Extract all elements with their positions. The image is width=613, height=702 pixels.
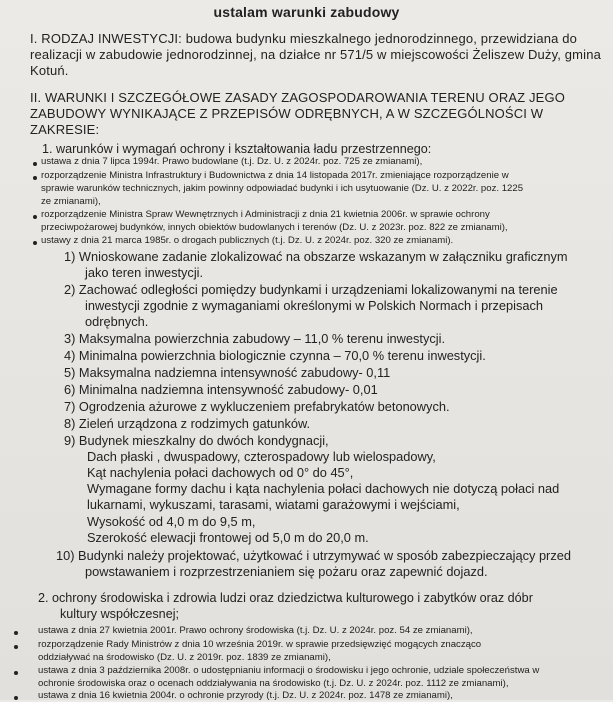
item-10-cont: powstawaniem i rozprzestrzenianiem się pożaru oraz zapewnić dojazd. (85, 564, 488, 579)
section2-line-3: ZAKRESIE: (30, 122, 100, 137)
section2-line-1: II. WARUNKI I SZCZEGÓŁOWE ZASADY ZAGOSPODAROWANIA TERENU ORAZ JEGO (30, 90, 566, 105)
item-9-cont: Dach płaski , dwuspadowy, czterospadowy lub wielospadowy, (87, 449, 436, 464)
legal-line: rozporządzenie Ministra Spraw Wewnętrznych i Administracji z dnia 21 kwietnia 2006r. w sprawie ochrony (41, 209, 490, 220)
legal-line: ochronie środowiska oraz o ocenach oddziaływania na środowisko (t.j. Dz. U. z 2024r. poz. 1112 ze zmianami), (38, 678, 509, 689)
bullet-dot (33, 176, 37, 180)
legal-line: oddziaływać na środowisko (Dz. U. z 2019r. poz. 1839 ze zmianami), (38, 652, 331, 663)
legal-line: ustawa z dnia 27 kwietnia 2001r. Prawo ochrony środowiska (t.j. Dz. U. z 2024r. poz. 54 ze zmianami), (38, 625, 473, 636)
item-9-cont: Szerokość elewacji frontowej od 5,0 m do 20,0 m. (87, 530, 369, 545)
item-9-cont: lukarnami, wykuszami, tarasami, wiatami garażowymi i wejściami, (87, 497, 460, 512)
bullet-dot (14, 645, 18, 649)
section1-line-1: I. RODZAJ INWESTYCJI: budowa budynku mieszkalnego jednorodzinnego, przewidziana do (30, 31, 578, 46)
item-9-cont: Kąt nachylenia połaci dachowych od 0° do 45°, (87, 465, 354, 480)
legal-line: sprawie warunków technicznych, jakim powinny odpowiadać budynki i ich usytuowanie (Dz. U. z 2022r. poz. 1225 (41, 183, 524, 194)
item-5: 5) Maksymalna nadziemna intensywność zabudowy- 0,11 (64, 365, 391, 380)
bullet-dot (14, 696, 18, 700)
legal-line: ustawy z dnia 21 marca 1985r. o drogach publicznych (t.j. Dz. U. z 2024r. poz. 320 ze zmianami). (41, 235, 454, 246)
item-8: 8) Zieleń urządzona z rodzimych gatunków. (64, 416, 311, 431)
item-10: 10) Budynki należy projektować, użytkować i utrzymywać w sposób zabezpieczający przed (56, 548, 571, 563)
bullet-dot (14, 631, 18, 635)
item-1-cont: jako teren inwestycji. (85, 265, 204, 280)
legal-line: ustawa z dnia 3 października 2008r. o udostępnianiu informacji o środowisku i jego ochronie, udziale społeczeństwa w (38, 665, 540, 676)
item-6: 6) Minimalna nadziemna intensywność zabudowy- 0,01 (64, 382, 378, 397)
legal-line: rozporządzenie Ministra Infrastruktury i Budownictwa z dnia 14 listopada 2017r. zmieniające rozporządzenie w (41, 170, 509, 181)
section1-line-2: realizacji w zabudowie jednorodzinnej, na działce nr 571/5 w miejscowości Żeliszew Duży, gmina (30, 47, 601, 62)
item-3: 3) Maksymalna powierzchnia zabudowy – 11,0 % terenu inwestycji. (64, 331, 446, 346)
item-9-cont: Wymagane formy dachu i kąta nachylenia połaci dachowych nie dotyczą połaci nad (87, 481, 560, 496)
item-2: 2) Zachować odległości pomiędzy budynkami i urządzeniami lokalizowanymi na terenie (64, 282, 558, 297)
item-4: 4) Minimalna powierzchnia biologicznie czynna – 70,0 % terenu inwestycji. (64, 348, 486, 363)
item-9: 9) Budynek mieszkalny do dwóch kondygnacji, (64, 433, 329, 448)
sub2-heading-cont: kultury współczesnej; (60, 607, 179, 621)
item-2-cont: inwestycji zgodnie z wymaganiami określonymi w Polskich Normach i przepisach (85, 298, 544, 313)
item-7: 7) Ogrodzenia ażurowe z wykluczeniem prefabrykatów betonowych. (64, 399, 450, 414)
legal-line: przeciwpożarowej budynków, innych obiektów budowlanych i terenów (Dz. U. z 2023r. poz. 822 ze zmianami), (41, 222, 508, 233)
bullet-dot (33, 162, 37, 166)
legal-line: rozporządzenie Rady Ministrów z dnia 10 września 2019r. w sprawie przedsięwzięć mogących znacząco (38, 639, 482, 650)
bullet-dot (33, 241, 37, 245)
item-9-cont: Wysokość od 4,0 m do 9,5 m, (87, 514, 256, 529)
legal-line: ustawa z dnia 16 kwietnia 2004r. o ochronie przyrody (t.j. Dz. U. z 2024r. poz. 1478 ze zmianami), (38, 690, 453, 701)
item-2-cont: odrębnych. (85, 314, 149, 329)
document-title: ustalam warunki zabudowy (213, 4, 400, 20)
bullet-dot (14, 671, 18, 675)
sub2-heading: 2. ochrony środowiska i zdrowia ludzi oraz dziedzictwa kulturowego i zabytków oraz dóbr (38, 591, 533, 605)
legal-line: ustawa z dnia 7 lipca 1994r. Prawo budowlane (t.j. Dz. U. z 2024r. poz. 725 ze zmianami), (41, 156, 423, 167)
item-1: 1) Wnioskowane zadanie zlokalizować na obszarze wskazanym w załączniku graficznym (64, 249, 568, 264)
sub1-heading: 1. warunków i wymagań ochrony i kształtowania ładu przestrzennego: (42, 142, 432, 156)
bullet-dot (33, 215, 37, 219)
section2-line-2: ZABUDOWY WYNIKAJĄCE Z PRZEPISÓW ODRĘBNYCH, A W SZCZEGÓLNOŚCI W (30, 106, 544, 121)
section1-line-3: Kotuń. (30, 63, 69, 78)
legal-line: ze zmianami), (41, 196, 101, 207)
